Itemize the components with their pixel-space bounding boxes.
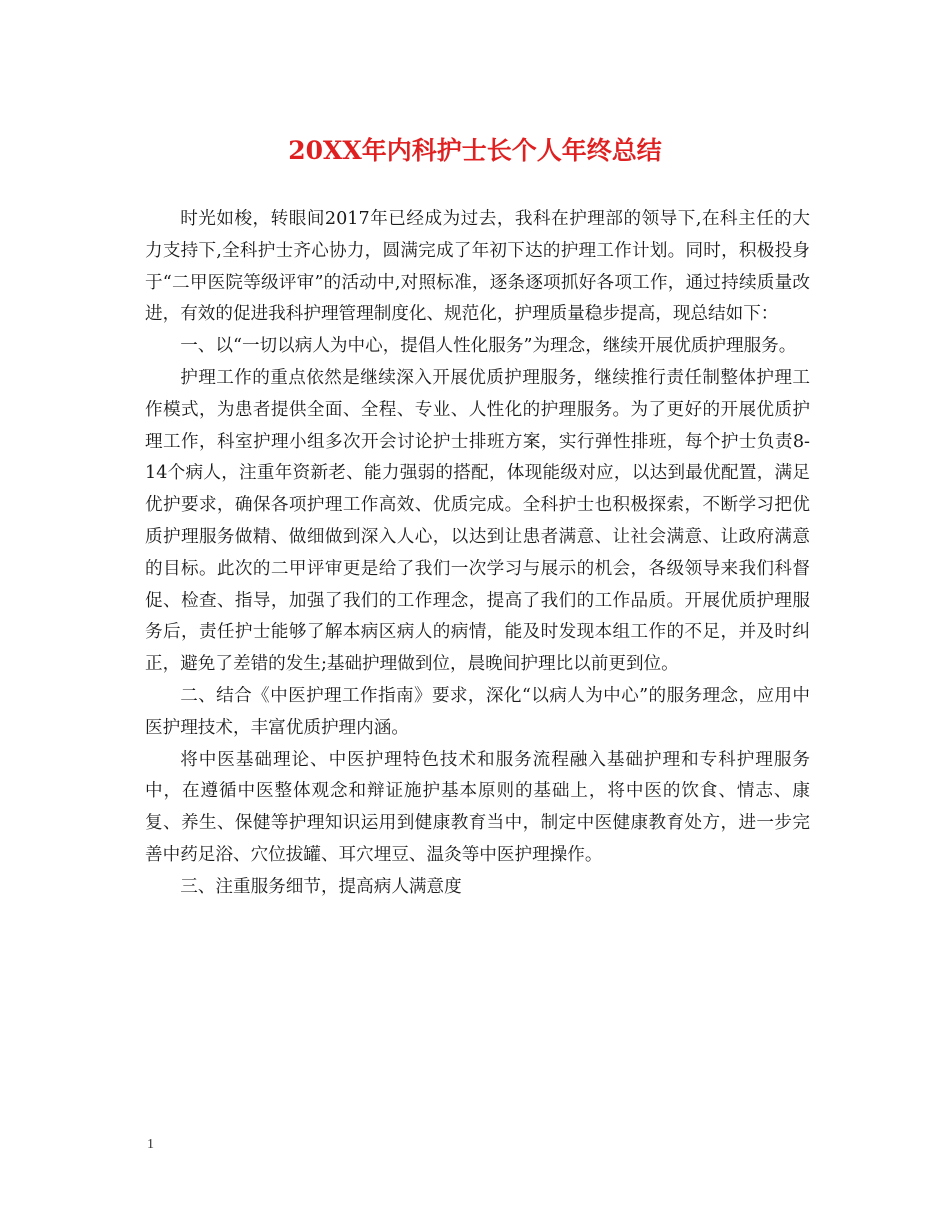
section-heading-2: 二、结合《中医护理工作指南》要求，深化“以病人为中心”的服务理念，应用中医护理技术，丰富优质护理内涵。 (145, 685, 810, 738)
paragraph-tcm-nursing: 将中医基础理论、中医护理特色技术和服务流程融入基础护理和专科护理服务中，在遵循中医整体观念和辩证施护基本原则的基础上，将中医的饮食、情志、康复、养生、保健等护理知识运用到健康教育当中，制定中医健康教育处方，进一步完善中药足浴、穴位拔罐、耳穴埋豆、温灸等中医护理操作。 (145, 749, 810, 865)
paragraph-intro: 时光如梭，转眼间2017年已经成为过去，我科在护理部的领导下,在科主任的大力支持下,全科护士齐心协力，圆满完成了年初下达的护理工作计划。同时，积极投身于“二甲医院等级评审”的活动中,对照标准，逐条逐项抓好各项工作，通过持续质量改进，有效的促进我科护理管理制度化、规范化，护理质量稳步提高，现总结如下： (145, 209, 810, 325)
paragraph-quality-nursing: 护理工作的重点依然是继续深入开展优质护理服务，继续推行责任制整体护理工作模式，为患者提供全面、全程、专业、人性化的护理服务。为了更好的开展优质护理工作，科室护理小组多次开会讨论护士排班方案，实行弹性排班，每个护士负责8-14个病人，注重年资新老、能力强弱的搭配，体现能级对应，以达到最优配置，满足优护要求，确保各项护理工作高效、优质完成。全科护士也积极探索，不断学习把优质护理服务做精、做细做到深入人心，以达到让患者满意、让社会满意、让政府满意的目标。此次的二甲评审更是给了我们一次学习与展示的机会，各级领导来我们科督促、检查、指导，加强了我们的工作理念，提高了我们的工作品质。开展优质护理服务后，责任护士能够了解本病区病人的病情，能及时发现本组工作的不足，并及时纠正，避免了差错的发生;基础护理做到位，晨晚间护理比以前更到位。 (145, 367, 810, 675)
section-heading-3: 三、注重服务细节，提高病人满意度 (180, 876, 462, 897)
section-heading-1: 一、以“一切以病人为中心，提倡人性化服务”为理念，继续开展优质护理服务。 (180, 336, 797, 357)
document-title: 20XX年内科护士长个人年终总结 (288, 136, 662, 165)
page-number: 1 (147, 1137, 154, 1152)
document-body (145, 204, 810, 904)
